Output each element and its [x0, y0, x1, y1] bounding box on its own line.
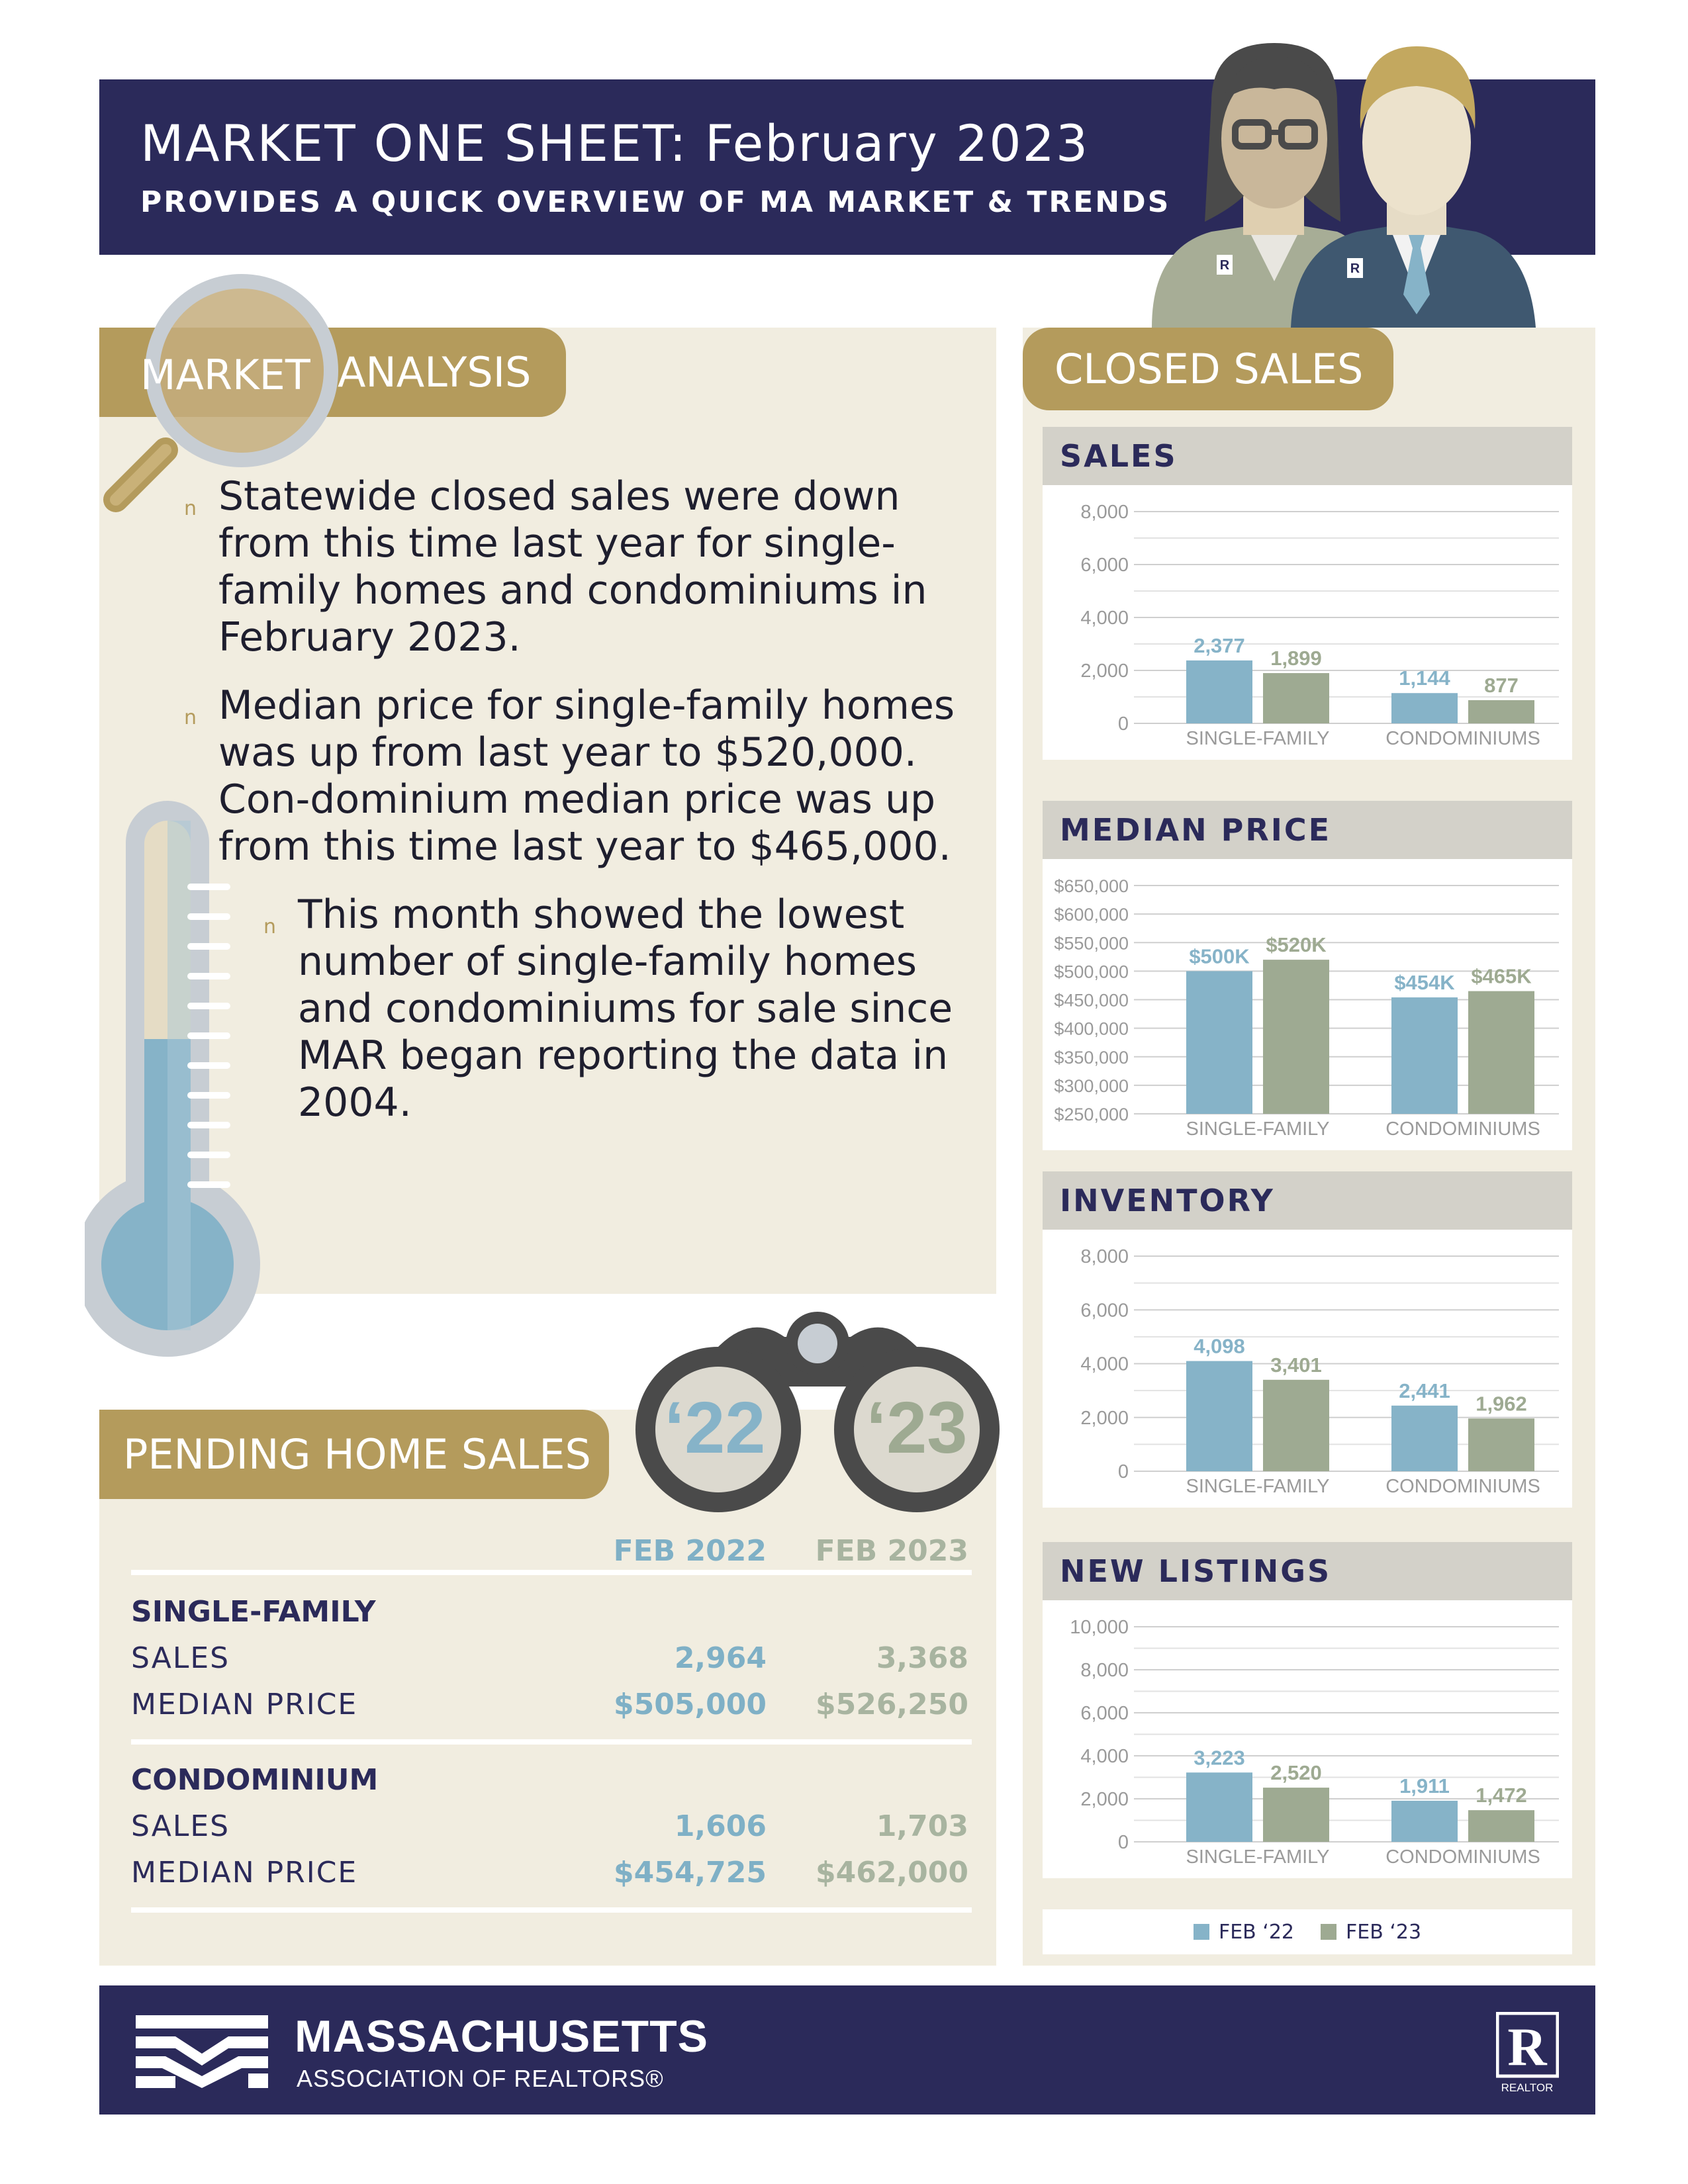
y-tick-label: $500,000 [1054, 962, 1129, 982]
value-feb-2023: $526,250 [815, 1688, 968, 1721]
y-tick-label: $400,000 [1054, 1019, 1129, 1039]
legend-item-feb-23 [1321, 1921, 1421, 1944]
bar [1391, 693, 1458, 723]
x-category-label: CONDOMINIUMS [1385, 1476, 1540, 1497]
realtor-r-icon [1496, 2012, 1559, 2095]
value-feb-2022: $454,725 [613, 1856, 767, 1889]
bar-value-label: 1,472 [1476, 1784, 1527, 1807]
y-tick-label: 6,000 [1080, 1300, 1129, 1322]
year-right-label: ‘23 [866, 1387, 968, 1469]
value-feb-2023: 3,368 [876, 1641, 968, 1675]
heading-word-analysis: ANALYSIS [338, 348, 532, 396]
pending-home-sales-heading: PENDING HOME SALES [99, 1410, 609, 1499]
org-subtitle: ASSOCIATION OF REALTORS® [297, 2065, 664, 2092]
value-feb-2022: 1,606 [674, 1809, 767, 1843]
row-label: SALES [131, 1809, 230, 1843]
market-analysis-bullets [184, 473, 973, 1148]
bar [1186, 660, 1252, 723]
chart-median-price-svg [1043, 859, 1572, 1150]
bar-value-label: 2,377 [1194, 633, 1245, 657]
bar-value-label: 3,223 [1194, 1746, 1245, 1770]
bullet-text: Median price for single-family homes was up from last year to $520,000. Con-dominium median price was up from this time last year to $465,000. [218, 682, 955, 870]
bar-value-label: 2,441 [1399, 1379, 1450, 1402]
value-feb-2023: $462,000 [815, 1856, 968, 1889]
x-category-label: CONDOMINIUMS [1385, 728, 1540, 749]
bar [1186, 971, 1252, 1114]
x-category-label: SINGLE-FAMILY [1186, 1476, 1330, 1497]
bar-value-label: $465K [1471, 964, 1532, 988]
bar-value-label: 2,520 [1270, 1761, 1322, 1785]
column-header-feb-2023: FEB 2023 [815, 1534, 968, 1568]
row-label: MEDIAN PRICE [131, 1688, 358, 1721]
y-tick-label: 2,000 [1080, 1789, 1129, 1810]
bar-value-label: 3,401 [1270, 1353, 1322, 1377]
mar-logo-icon [136, 2015, 268, 2088]
bar [1391, 997, 1458, 1114]
section-title-row [131, 1588, 972, 1635]
bullet-mark: n [184, 706, 197, 729]
y-tick-label: 4,000 [1080, 1353, 1129, 1375]
table-header [131, 1522, 972, 1575]
bar [1468, 991, 1534, 1114]
bar-value-label: 4,098 [1194, 1334, 1245, 1358]
closed-sales-heading: CLOSED SALES [1023, 328, 1393, 410]
chart-sales-svg [1043, 485, 1572, 760]
y-tick-label: 0 [1117, 1461, 1129, 1482]
bar-value-label: $520K [1266, 933, 1327, 957]
value-feb-2022: $505,000 [613, 1688, 767, 1721]
bar [1263, 1380, 1329, 1471]
bar-value-label: $500K [1189, 944, 1250, 968]
y-tick-label: $650,000 [1054, 876, 1129, 896]
bar-value-label: 1,962 [1476, 1392, 1527, 1416]
footer-banner [99, 1985, 1595, 2115]
y-tick-label: 2,000 [1080, 660, 1129, 682]
bar-value-label: 877 [1484, 673, 1519, 697]
heading-word-market: MARKET [140, 351, 310, 399]
y-tick-label: 4,000 [1080, 608, 1129, 629]
chart-title: INVENTORY [1043, 1171, 1572, 1230]
bullet-mark: n [184, 497, 197, 520]
page-subtitle: PROVIDES A QUICK OVERVIEW OF MA MARKET & TRENDS [140, 185, 1171, 219]
y-tick-label: $550,000 [1054, 933, 1129, 954]
bullet-inventory-low [263, 891, 973, 1126]
bar [1263, 1788, 1329, 1842]
bullet-text: This month showed the lowest number of single-family homes and condominiums for sale since MAR began reporting the data in 2004. [298, 891, 953, 1126]
divider [131, 1907, 972, 1913]
y-tick-label: 8,000 [1080, 1246, 1129, 1267]
chart-title: NEW LISTINGS [1043, 1542, 1572, 1600]
bullet-closed-sales [184, 473, 973, 661]
y-tick-label: $600,000 [1054, 905, 1129, 925]
legend-label: FEB ‘23 [1346, 1920, 1422, 1944]
bullet-text: Statewide closed sales were down from this time last year for single-family homes and condominiums in February 2023. [218, 473, 927, 660]
chart-sales [1043, 427, 1572, 760]
y-tick-label: 6,000 [1080, 555, 1129, 576]
row-label: SALES [131, 1641, 230, 1675]
bar-value-label: $454K [1394, 971, 1455, 995]
table-row [131, 1849, 972, 1895]
year-left-label: ‘22 [664, 1387, 766, 1469]
org-name: MASSACHUSETTS [295, 2011, 709, 2062]
table-row [131, 1803, 972, 1849]
y-tick-label: 2,000 [1080, 1407, 1129, 1429]
y-tick-label: 8,000 [1080, 502, 1129, 523]
section-title-row [131, 1756, 972, 1803]
x-category-label: SINGLE-FAMILY [1186, 1118, 1330, 1140]
y-tick-label: 4,000 [1080, 1746, 1129, 1767]
bullet-median-price [184, 682, 973, 870]
column-header-feb-2022: FEB 2022 [613, 1534, 767, 1568]
y-tick-label: 0 [1117, 1832, 1129, 1853]
x-category-label: CONDOMINIUMS [1385, 1118, 1540, 1140]
section-title: CONDOMINIUM [131, 1763, 379, 1797]
svg-text:R: R [1350, 261, 1360, 276]
legend-swatch [1194, 1924, 1209, 1940]
y-tick-label: 8,000 [1080, 1660, 1129, 1681]
chart-title: SALES [1043, 427, 1572, 485]
y-tick-label: $250,000 [1054, 1105, 1129, 1124]
legend-item-feb-22 [1194, 1921, 1294, 1944]
x-category-label: CONDOMINIUMS [1385, 1846, 1540, 1868]
realtor-r-letter: R [1507, 2017, 1547, 2077]
x-category-label: SINGLE-FAMILY [1186, 728, 1330, 749]
y-tick-label: $350,000 [1054, 1047, 1129, 1068]
bar [1468, 700, 1534, 723]
divider [131, 1739, 972, 1745]
bar [1391, 1801, 1458, 1842]
bar [1468, 1810, 1534, 1842]
y-tick-label: $300,000 [1054, 1075, 1129, 1096]
page-title: MARKET ONE SHEET: February 2023 [140, 114, 1090, 173]
y-tick-label: $450,000 [1054, 990, 1129, 1011]
legend-swatch [1321, 1924, 1336, 1940]
y-tick-label: 10,000 [1070, 1617, 1129, 1638]
bar-value-label: 1,899 [1270, 647, 1322, 670]
bar [1468, 1418, 1534, 1471]
bullet-mark: n [263, 915, 277, 938]
table-row [131, 1635, 972, 1681]
bar [1263, 960, 1329, 1114]
bar [1391, 1406, 1458, 1471]
pending-sales-table [131, 1522, 972, 1925]
row-label: MEDIAN PRICE [131, 1856, 358, 1889]
chart-new-listings [1043, 1542, 1572, 1878]
value-feb-2022: 2,964 [674, 1641, 767, 1675]
chart-title: MEDIAN PRICE [1043, 801, 1572, 859]
chart-inventory [1043, 1171, 1572, 1508]
bar [1186, 1361, 1252, 1471]
bar-value-label: 1,144 [1399, 666, 1450, 690]
value-feb-2023: 1,703 [876, 1809, 968, 1843]
table-row [131, 1681, 972, 1727]
chart-median-price [1043, 801, 1572, 1150]
section-title: SINGLE-FAMILY [131, 1595, 376, 1629]
bar [1186, 1772, 1252, 1842]
bar [1263, 673, 1329, 723]
chart-legend [1043, 1909, 1572, 1954]
bar-value-label: 1,911 [1399, 1774, 1450, 1797]
y-tick-label: 6,000 [1080, 1703, 1129, 1724]
binoculars-icon [632, 1307, 1003, 1512]
chart-new-listings-svg [1043, 1600, 1572, 1878]
realtors-illustration [1105, 30, 1595, 328]
realtor-text: REALTOR [1501, 2081, 1554, 2094]
x-category-label: SINGLE-FAMILY [1186, 1846, 1330, 1868]
svg-text:R: R [1219, 258, 1230, 273]
y-tick-label: 0 [1117, 713, 1129, 735]
chart-inventory-svg [1043, 1230, 1572, 1508]
legend-label: FEB ‘22 [1218, 1920, 1294, 1944]
